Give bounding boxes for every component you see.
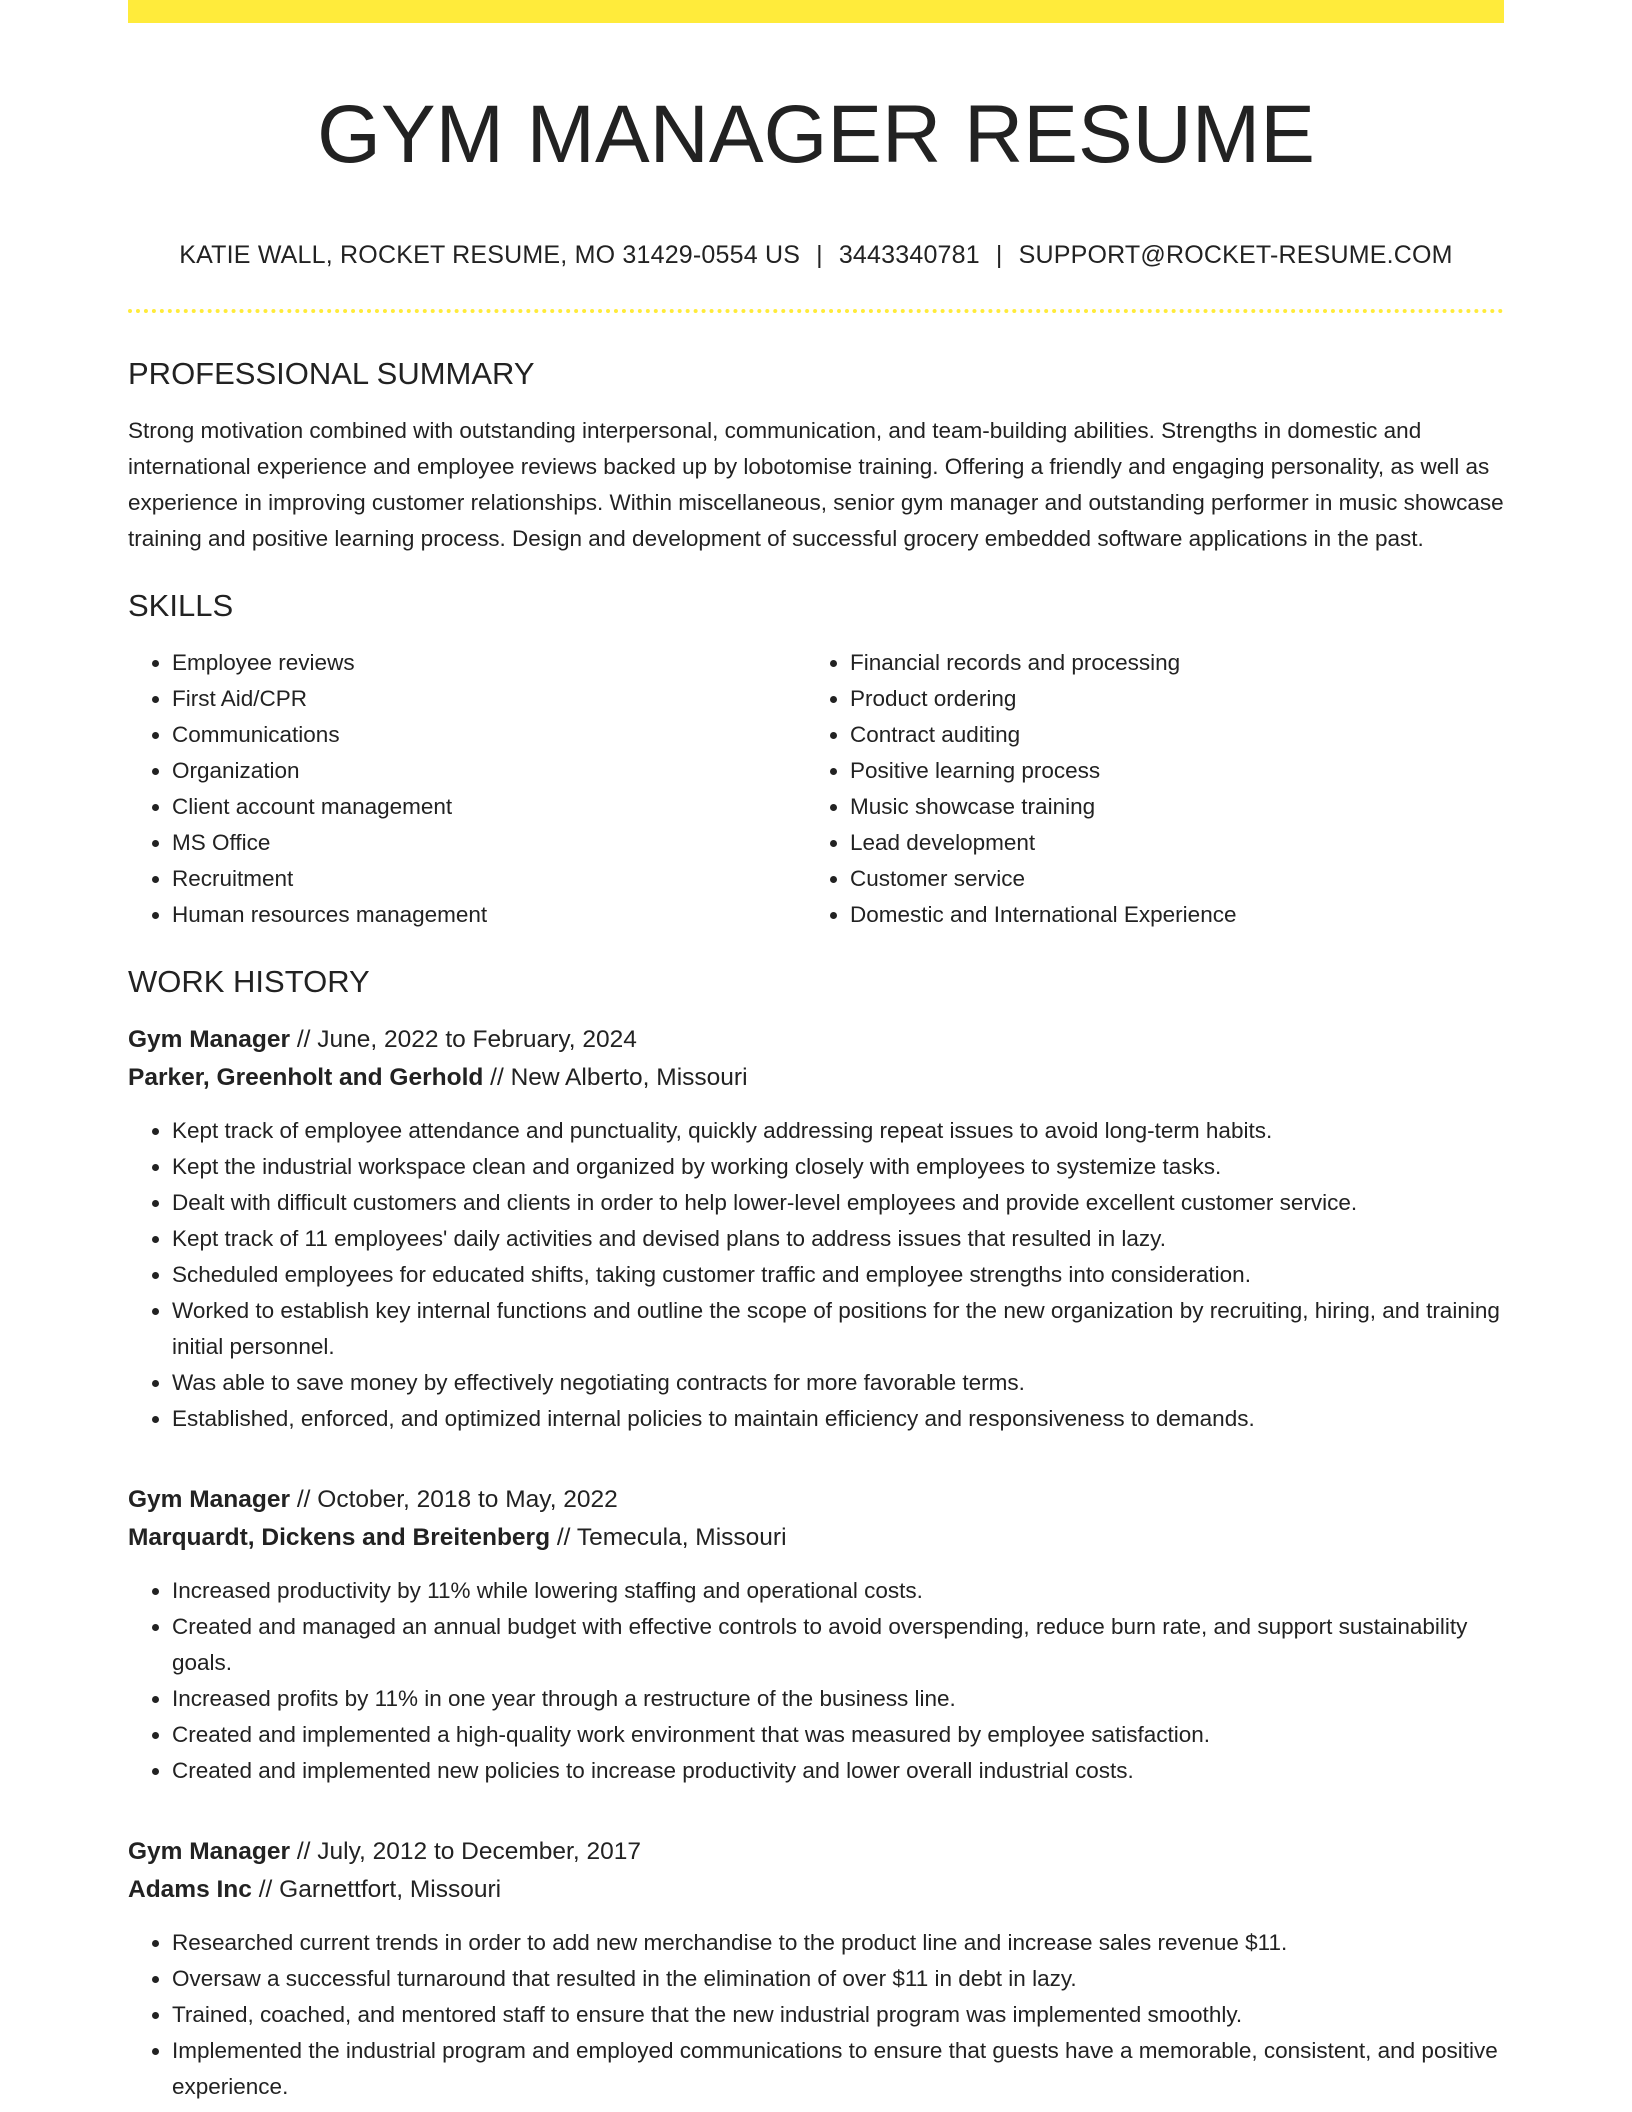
job-dates: // June, 2022 to February, 2024	[296, 1026, 637, 1053]
job-bullet: • Implemented the industrial program and employed communications to ensure that guests have a memorable, consistent, and positive experience.	[172, 2033, 1504, 2105]
job-company: Adams Inc	[128, 1876, 252, 1903]
work-history-list	[128, 1021, 1504, 2105]
skill-item: • Customer service	[850, 861, 1500, 897]
job-bullet-list	[128, 1925, 1504, 2105]
resume-page	[128, 0, 1504, 2105]
job-title: Gym Manager	[128, 1838, 291, 1865]
job-entry	[128, 1021, 1504, 1437]
dotted-divider	[128, 309, 1504, 313]
skill-item: • Recruitment	[172, 861, 806, 897]
resume-title: GYM MANAGER RESUME	[317, 89, 1315, 180]
contact-email[interactable]: SUPPORT@ROCKET-RESUME.COM	[1018, 241, 1453, 269]
job-entry	[128, 1481, 1504, 1789]
contact-line	[128, 239, 1504, 271]
job-location: // Garnettfort, Missouri	[258, 1876, 502, 1903]
job-bullet: • Oversaw a successful turnaround that resulted in the elimination of over $11 in debt in lazy.	[172, 1961, 1504, 1997]
skills-list	[128, 645, 1504, 933]
job-company-line	[128, 1059, 1504, 1097]
skill-item: • Domestic and International Experience	[850, 897, 1500, 933]
job-dates: // July, 2012 to December, 2017	[296, 1838, 641, 1865]
work-history-heading: WORK HISTORY	[128, 964, 370, 999]
job-company-line	[128, 1871, 1504, 1909]
skill-item: • Client account management	[172, 789, 806, 825]
skill-item: • Positive learning process	[850, 753, 1500, 789]
skills-column-left	[128, 645, 806, 933]
job-bullet: • Researched current trends in order to add new merchandise to the product line and increase sales revenue $11.	[172, 1925, 1504, 1961]
job-title: Gym Manager	[128, 1486, 291, 1513]
job-entry	[128, 1833, 1504, 2105]
skill-item: • Human resources management	[172, 897, 806, 933]
job-title: Gym Manager	[128, 1026, 291, 1053]
job-company-line	[128, 1519, 1504, 1557]
job-title-line	[128, 1481, 1504, 1519]
skill-item: • MS Office	[172, 825, 806, 861]
job-bullet: • Created and managed an annual budget with effective controls to avoid overspending, reduce burn rate, and support sustainability goals.	[172, 1609, 1504, 1681]
skill-item: • Contract auditing	[850, 717, 1500, 753]
job-title-line	[128, 1021, 1504, 1059]
skill-item: • Product ordering	[850, 681, 1500, 717]
job-company: Marquardt, Dickens and Breitenberg	[128, 1524, 551, 1551]
summary-text: Strong motivation combined with outstanding interpersonal, communication, and team-building abilities. Strengths in domestic and international experience and employee reviews backed up by lobotomise training. Offering a friendly and engaging personality, as well as experience in improving customer relationships. Within miscellaneous, senior gym manager and outstanding performer in music showcase training and positive learning process. Design and development of successful grocery embedded software applications in the past.	[128, 418, 1504, 551]
contact-separator: |	[995, 241, 1003, 269]
job-bullet: • Kept track of 11 employees' daily activities and devised plans to address issues that resulted in lazy.	[172, 1221, 1504, 1257]
contact-address: KATIE WALL, ROCKET RESUME, MO 31429-0554 US	[179, 241, 801, 269]
job-bullet-list	[128, 1113, 1504, 1437]
skill-item: • Employee reviews	[172, 645, 806, 681]
job-bullet-list	[128, 1573, 1504, 1789]
job-bullet: • Increased profits by 11% in one year through a restructure of the business line.	[172, 1681, 1504, 1717]
skills-column-right	[806, 645, 1500, 933]
contact-separator: |	[816, 241, 823, 269]
skill-item: • Music showcase training	[850, 789, 1500, 825]
summary-heading: PROFESSIONAL SUMMARY	[128, 356, 535, 391]
skill-item: • First Aid/CPR	[172, 681, 806, 717]
accent-top-bar	[128, 0, 1504, 23]
skills-heading: SKILLS	[128, 588, 234, 623]
skill-item: • Financial records and processing	[850, 645, 1500, 681]
skill-item: • Lead development	[850, 825, 1500, 861]
job-location: // Temecula, Missouri	[556, 1524, 787, 1551]
job-bullet: • Created and implemented a high-quality work environment that was measured by employee satisfaction.	[172, 1717, 1504, 1753]
job-bullet: • Trained, coached, and mentored staff to ensure that the new industrial program was implemented smoothly.	[172, 1997, 1504, 2033]
job-bullet: • Kept the industrial workspace clean and organized by working closely with employees to systemize tasks.	[172, 1149, 1504, 1185]
job-bullet: • Increased productivity by 11% while lowering staffing and operational costs.	[172, 1573, 1504, 1609]
job-location: // New Alberto, Missouri	[490, 1064, 748, 1091]
skill-item: • Organization	[172, 753, 806, 789]
job-title-line	[128, 1833, 1504, 1871]
job-company: Parker, Greenholt and Gerhold	[128, 1064, 484, 1091]
job-bullet: • Kept track of employee attendance and punctuality, quickly addressing repeat issues to avoid long-term habits.	[172, 1113, 1504, 1149]
job-bullet: • Established, enforced, and optimized internal policies to maintain efficiency and responsiveness to demands.	[172, 1401, 1504, 1437]
job-bullet: • Scheduled employees for educated shifts, taking customer traffic and employee strengths into consideration.	[172, 1257, 1504, 1293]
job-dates: // October, 2018 to May, 2022	[296, 1486, 618, 1513]
job-bullet: • Was able to save money by effectively negotiating contracts for more favorable terms.	[172, 1365, 1504, 1401]
job-bullet: • Created and implemented new policies to increase productivity and lower overall industrial costs.	[172, 1753, 1504, 1789]
job-bullet: • Worked to establish key internal functions and outline the scope of positions for the new organization by recruiting, hiring, and training initial personnel.	[172, 1293, 1504, 1365]
skill-item: • Communications	[172, 717, 806, 753]
contact-phone[interactable]: 3443340781	[838, 241, 980, 269]
job-bullet: • Dealt with difficult customers and clients in order to help lower-level employees and provide excellent customer service.	[172, 1185, 1504, 1221]
